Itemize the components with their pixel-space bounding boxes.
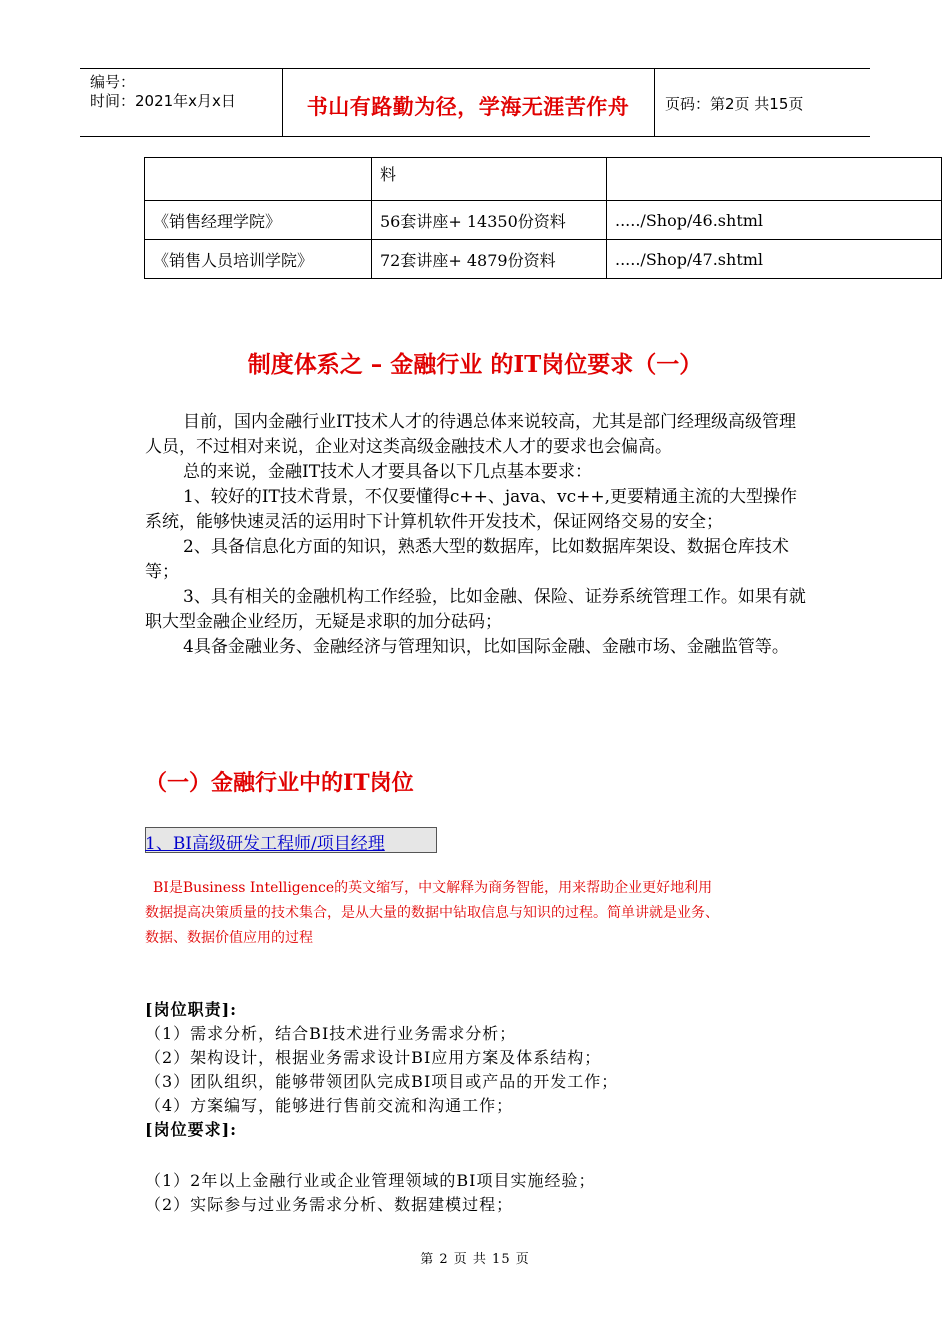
duty-item: （4）方案编写，能够进行售前交流和沟通工作； xyxy=(145,1096,514,1115)
duties-section xyxy=(145,998,618,1142)
header-code-label: 编号： xyxy=(90,73,136,91)
header-top-rule xyxy=(80,68,870,69)
paragraph: 3、具有相关的金融机构工作经验，比如金融、保险、证券系统管理工作。如果有就职大型金融企业经历，无疑是求职的加分砝码； xyxy=(145,587,806,632)
bi-description-line: BI是Business Intelligence的英文缩写，中文解释为商务智能，用来帮助企业更好地利用 xyxy=(153,880,713,896)
header-time-label: 时间：2021年x月x日 xyxy=(90,92,236,110)
table-cell-content: 56套讲座+ 14350份资料 xyxy=(372,201,607,240)
paragraph: 总的来说，金融IT技术人才要具备以下几点基本要求： xyxy=(183,462,593,482)
table-cell-name: 《销售人员培训学院》 xyxy=(145,240,372,279)
duty-item: （1）需求分析，结合BI技术进行业务需求分析； xyxy=(145,1024,517,1043)
table-cell-link: ...../Shop/47.shtml xyxy=(607,240,942,279)
table-cell-link: ...../Shop/46.shtml xyxy=(607,201,942,240)
resource-table xyxy=(144,157,942,279)
duty-item: （2）架构设计，根据业务需求设计BI应用方案及体系结构； xyxy=(145,1048,602,1067)
table-row xyxy=(145,201,942,240)
table-row xyxy=(145,240,942,279)
header-bottom-rule xyxy=(80,136,870,137)
paragraph: 2、具备信息化方面的知识，熟悉大型的数据库，比如数据库架设、数据仓库技术等； xyxy=(145,537,789,582)
page-footer: 第 2 页 共 15 页 xyxy=(420,1252,530,1267)
duties-heading: [岗位职责]: xyxy=(145,1000,238,1019)
table-row xyxy=(145,158,942,201)
requirements-section xyxy=(145,1169,595,1217)
bi-description-line: 数据、数据价值应用的过程 xyxy=(145,930,313,946)
table-cell-link xyxy=(607,158,942,201)
bi-description xyxy=(145,876,805,951)
requirement-item: （2）实际参与过业务需求分析、数据建模过程； xyxy=(145,1195,514,1214)
paragraph: 目前，国内金融行业IT技术人才的待遇总体来说较高，尤其是部门经理级高级管理人员，不过相对来说，企业对这类高级金融技术人才的要求也会偏高。 xyxy=(145,412,797,457)
intro-body xyxy=(145,410,807,660)
table-cell-content: 料 xyxy=(372,158,607,201)
header-motto: 书山有路勤为径，学海无涯苦作舟 xyxy=(306,95,630,119)
header-divider xyxy=(654,68,655,136)
table-cell-name: 《销售经理学院》 xyxy=(145,201,372,240)
duty-item: （3）团队组织，能够带领团队完成BI项目或产品的开发工作； xyxy=(145,1072,619,1091)
bi-description-line: 数据提高决策质量的技术集合，是从大量的数据中钻取信息与知识的过程。简单讲就是业务、 xyxy=(145,905,719,921)
paragraph: 4具备金融业务、金融经济与管理知识，比如国际金融、金融市场、金融监管等。 xyxy=(183,637,789,657)
table-cell-content: 72套讲座+ 4879份资料 xyxy=(372,240,607,279)
table-cell-name xyxy=(145,158,372,201)
paragraph: 1、较好的IT技术背景，不仅要懂得c++、java、vc++,更要精通主流的大型操作系统，能够快速灵活的运用时下计算机软件开发技术，保证网络交易的安全； xyxy=(145,487,798,532)
header-page-info: 页码：第2页 共15页 xyxy=(665,95,804,113)
requirement-item: （1）2年以上金融行业或企业管理领域的BI项目实施经验； xyxy=(145,1171,596,1190)
position-link[interactable]: 1、BI高级研发工程师/项目经理 xyxy=(145,834,385,854)
requirements-heading: [岗位要求]: xyxy=(145,1120,238,1139)
document-title: 制度体系之 – 金融行业 的IT岗位要求（一） xyxy=(247,351,703,378)
section-title: （一）金融行业中的IT岗位 xyxy=(145,770,414,796)
